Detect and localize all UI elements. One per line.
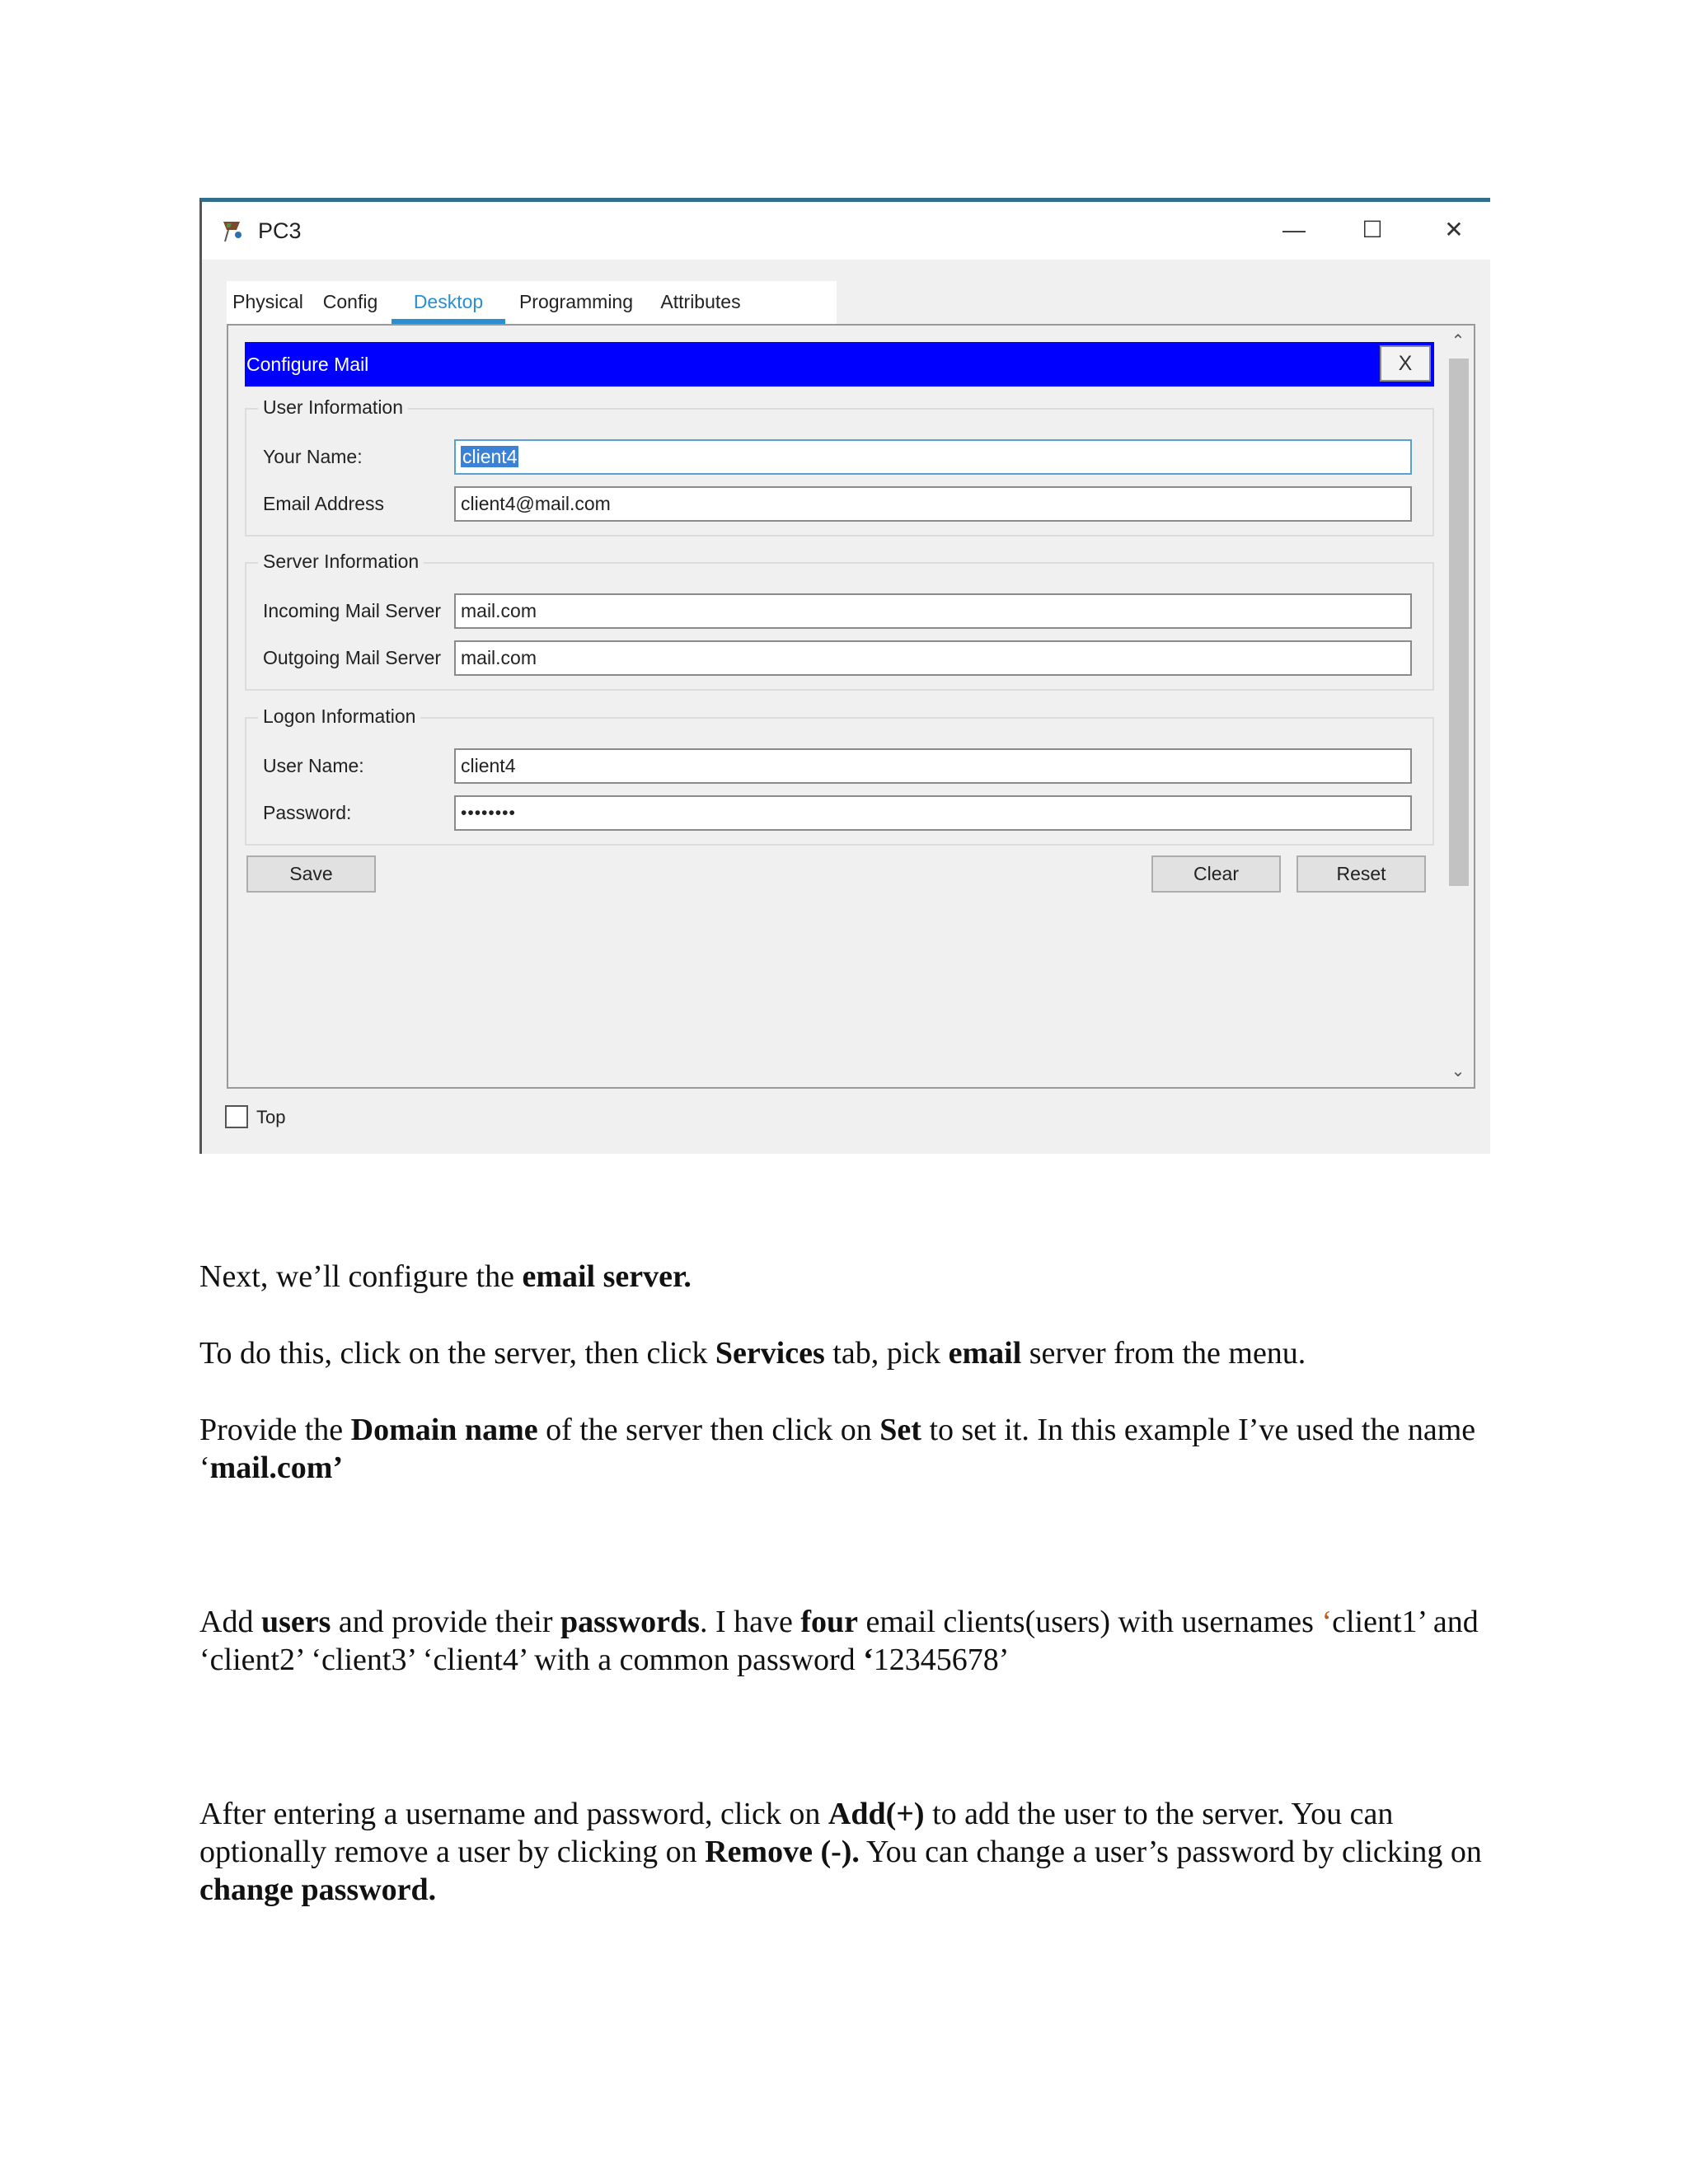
server-information-group xyxy=(245,551,1434,691)
configure-mail-titlebar xyxy=(245,342,1434,387)
text: Provide the xyxy=(199,1413,351,1447)
your-name-input[interactable] xyxy=(454,439,1412,475)
bold-text: users xyxy=(260,1605,331,1639)
text: server from the menu. xyxy=(1021,1336,1306,1371)
tab-programming[interactable]: Programming xyxy=(518,291,634,312)
scroll-thumb[interactable] xyxy=(1449,359,1469,886)
your-name-label: Your Name: xyxy=(263,446,363,467)
user-name-input[interactable]: client4 xyxy=(454,748,1412,784)
bold-text: Remove (-). xyxy=(705,1835,860,1869)
text: to add the user to the server. You can optionally remove a user by clicking on xyxy=(199,1797,1394,1869)
paragraph-add-users xyxy=(199,1603,1518,1679)
bold-text: mail.com’ xyxy=(209,1451,344,1485)
logon-information-legend: Logon Information xyxy=(258,705,420,728)
your-name-value: client4 xyxy=(462,446,518,467)
vertical-scrollbar[interactable] xyxy=(1444,327,1472,1085)
paragraph-add-remove-users xyxy=(199,1795,1518,1909)
text: client1’ and ‘client2’ ‘client3’ ‘client4’ with a common password xyxy=(199,1605,1479,1677)
scroll-up-icon[interactable]: ⌃ xyxy=(1451,332,1465,350)
text: Add xyxy=(199,1605,261,1639)
text: email clients(users) with usernames xyxy=(858,1605,1322,1639)
text: You can change a user’s password by clicking on xyxy=(859,1835,1482,1869)
incoming-mail-server-label: Incoming Mail Server xyxy=(263,600,442,621)
text: to set it. In this example I’ve used the name ‘ xyxy=(199,1413,1476,1485)
user-information-legend: User Information xyxy=(258,396,408,419)
text: of the server then click on xyxy=(537,1413,880,1447)
bold-text: Add(+) xyxy=(828,1797,925,1831)
minimize-button[interactable]: — xyxy=(1282,217,1306,242)
configure-mail-title: Configure Mail xyxy=(246,354,369,375)
text: tab, pick xyxy=(824,1336,949,1371)
reset-button[interactable]: Reset xyxy=(1296,855,1426,893)
text: . I have xyxy=(699,1605,801,1639)
logon-information-group xyxy=(245,705,1434,846)
tab-desktop[interactable]: Desktop xyxy=(392,281,505,324)
server-information-legend: Server Information xyxy=(258,551,424,573)
password-label: Password: xyxy=(263,802,352,823)
save-button[interactable]: Save xyxy=(246,855,376,893)
user-name-label: User Name: xyxy=(263,755,364,776)
clear-button[interactable]: Clear xyxy=(1151,855,1281,893)
text: 12345678’ xyxy=(873,1643,1010,1677)
password-input[interactable]: •••••••• xyxy=(454,795,1412,831)
bold-text: Services xyxy=(715,1336,825,1371)
text: and provide their xyxy=(331,1605,560,1639)
text: After entering a username and password, click on xyxy=(199,1797,828,1831)
text: ‘ xyxy=(1321,1605,1333,1639)
top-checkbox-label: Top xyxy=(256,1107,286,1127)
user-information-group xyxy=(245,396,1434,537)
email-address-input[interactable]: client4@mail.com xyxy=(454,486,1412,522)
tab-config[interactable]: Config xyxy=(322,291,378,312)
bold-text: change password. xyxy=(199,1872,437,1907)
bold-text: ‘ xyxy=(863,1643,874,1677)
paragraph-domain-name xyxy=(199,1411,1518,1487)
outgoing-mail-server-label: Outgoing Mail Server xyxy=(263,647,442,668)
paragraph-services-tab xyxy=(199,1334,1518,1372)
bold-text: Domain name xyxy=(350,1413,538,1447)
email-address-label: Email Address xyxy=(263,493,385,514)
window-title: PC3 xyxy=(258,218,302,243)
paragraph-configure-email-server xyxy=(199,1258,1518,1296)
title-bar xyxy=(202,202,1490,260)
bold-text: four xyxy=(800,1605,858,1639)
maximize-button[interactable]: ☐ xyxy=(1362,217,1383,242)
top-checkbox[interactable] xyxy=(225,1105,248,1128)
pc3-window xyxy=(199,198,1490,1154)
configure-mail-close-button[interactable]: X xyxy=(1380,345,1431,382)
outgoing-mail-server-input[interactable]: mail.com xyxy=(454,640,1412,676)
packet-tracer-app-icon xyxy=(220,218,245,243)
desktop-panel xyxy=(227,324,1475,1089)
text: To do this, click on the server, then click xyxy=(199,1336,715,1371)
bold-text: email xyxy=(948,1336,1022,1371)
tab-physical[interactable]: Physical xyxy=(232,291,303,312)
close-window-button[interactable]: ✕ xyxy=(1444,217,1464,242)
text: Next, we’ll configure the xyxy=(199,1259,523,1294)
tab-attributes[interactable]: Attributes xyxy=(660,291,741,312)
incoming-mail-server-input[interactable]: mail.com xyxy=(454,593,1412,629)
bold-text: Set xyxy=(879,1413,921,1447)
bold-text: passwords xyxy=(560,1605,700,1639)
scroll-down-icon[interactable]: ⌄ xyxy=(1451,1062,1465,1080)
tab-bar xyxy=(227,281,837,324)
bold-text: email server. xyxy=(522,1259,692,1294)
